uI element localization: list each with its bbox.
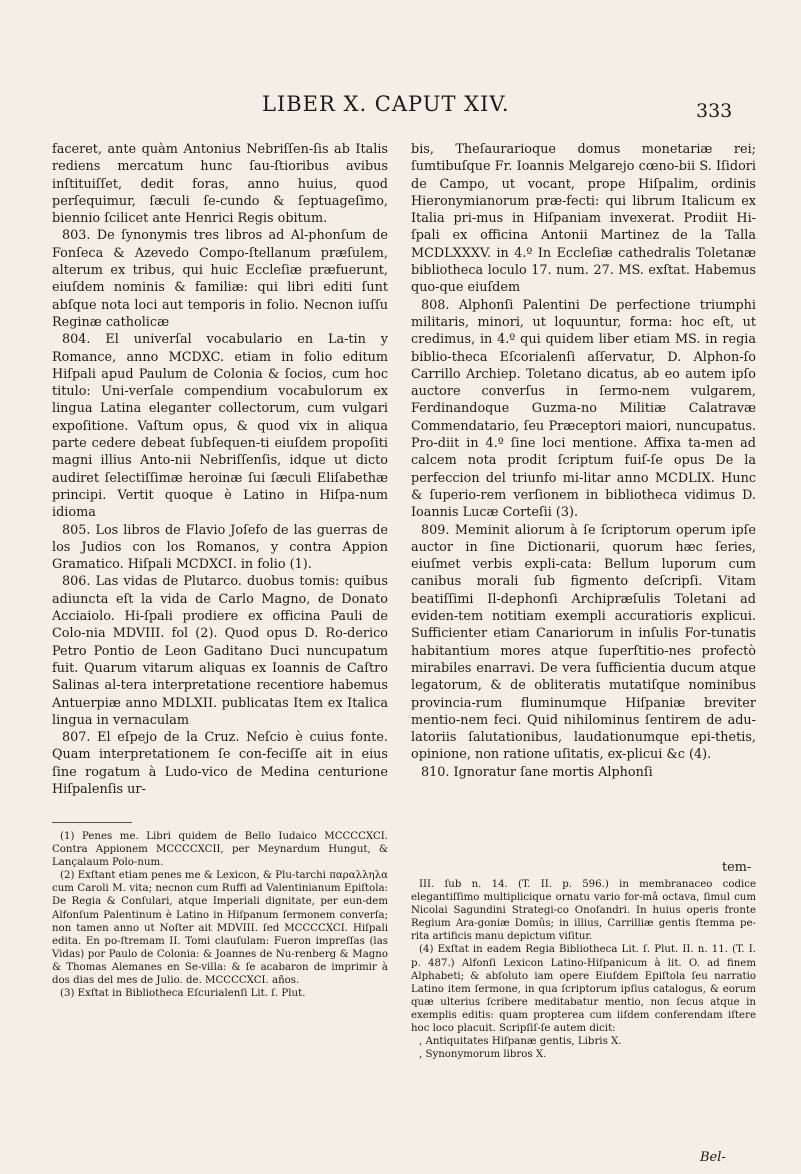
footnote-quote: , Synonymorum libros X. xyxy=(419,1049,547,1061)
footnote-quote: , Antiquitates Hiſpanæ gentis, Libris X. xyxy=(419,1036,622,1048)
catchword: tem- xyxy=(722,860,752,875)
paragraph: bis, Theſaurarioque domus monetariæ rei; ſumtibuſque Fr. Ioannis Melgarejo cœno-bii S. Iſidori de Campo, ut vocant, prope Hiſpalim, ordinis Hieronymianorum præ-fecti: qui librum Italicum ex Italia pri-mus in Hiſpaniam invexerat. Prodiit Hi-ſpali ex officina Antonii Martinez de la Talla MCDLXXXV. in 4.º In Eccleſiæ cathedralis Toletanæ bibliotheca loculo 17. num. 27. MS. exſtat. Habemus quo-que eiuſdem xyxy=(411,142,756,296)
footnotes-left xyxy=(52,830,388,1000)
entry-805: 805. Los libros de Flavio Joſefo de las guerras de los Judios con los Romanos, y contra Appion Gramatico. Hiſpali MCDXCI. in folio (1). xyxy=(52,522,388,573)
catchword-bottom: Bel- xyxy=(700,1150,726,1165)
entry-804: 804. El univerſal vocabulario en La-tin y Romance, anno MCDXC. etiam in folio editum Hiſpali apud Paulum de Colonia & ſocios, cum hoc titulo: Uni-verſale compendium vocabulorum ex lingua Latina eleganter collectorum, cum vulgari expoſitione. Vaſtum opus, & quod vix in aliqua parte cedere debeat ſubſequen-ti eiuſdem propoſiti magni illius Anto-nii Nebriſſenſis, idque ut dicto audiret ſelectiſſimæ heroinæ ſui ſæculi Eliſabethæ principi. Vertit quoque è Latino in Hiſpa-num idioma xyxy=(52,332,388,521)
right-column xyxy=(411,141,756,781)
entry-803: 803. De ſynonymis tres libros ad Al-phonſum de Fonſeca & Azevedo Compo-ſtellanum præſulem, alterum ex tribus, qui huic Eccleſiæ præfuerunt, eiuſdem nominis & familiæ: qui libri editi ſunt abſque nota loci aut temporis in folio. Necnon iuſſu Reginæ catholicæ xyxy=(52,228,388,330)
footnote: (1) Penes me. Libri quidem de Bello Iudaico MCCCCXCI. Contra Appionem MCCCCXCII, per Meynardum Hungut, & Lançalaum Polo-num. xyxy=(52,831,388,869)
page-number: 333 xyxy=(696,100,733,122)
entry-810: 810. Ignoratur ſane mortis Alphonſi xyxy=(421,764,653,780)
left-column xyxy=(52,141,388,798)
footnote: (3) Exſtat in Bibliotheca Eſcurialenſi Lit. ſ. Plut. xyxy=(60,988,306,1000)
entry-808: 808. Alphonſi Palentini De perfectione triumphi militaris, minori, ut loquuntur, forma: hoc eſt, ut credimus, in 4.º qui quidem liber etiam MS. in regia biblio-theca Eſcorialenſi aſſervatur, D. Alphon-ſo Carrillo Archiep. Toletano dicatus, ab eo autem ipſo auctore converſus in ſermo-nem vulgarem, Ferdinandoque Guzma-no Militiæ Calatravæ Commendatario, ſeu Præceptori maiori, nuncupatus. Pro-diit in 4.º ſine loci mentione. Affixa ta-men ad calcem nota prodit ſcriptum fuiſ-ſe opus De la perfeccion del triunfo mi-litar anno MCDLIX. Hunc & ſuperio-rem verſionem in bibliotheca vidimus D. Ioannis Lucæ Corteſii (3). xyxy=(411,297,756,521)
footnote: III. ſub n. 14. (T. II. p. 596.) in membranaceo codice elegantiſſimo multiplicique ornatu vario for-mâ octava, ſimul cum Nicolai Sagundini Strategi-co Onoſandri. In huius operis fronte Regium Ara-goniæ Domûs; in illius, Carrilliæ gentis ſtemma pe-rita artificis manu depictum viſitur. xyxy=(411,879,756,943)
footnote: (4) Exſtat in eadem Regia Bibliotheca Lit. ſ. Plut. II. n. 11. (T. I. p. 487.) Alfonſi Lexicon Latino-Hiſpanicum à lit. O. ad finem Alphabeti; & abſoluto iam opere Eiuſdem Epiſtola ſeu narratio Latino item ſermone, in qua ſcriptorum ipſius catalogus, & eorum quæ ulterius ſcribere meditabatur mentio, non ſecus atque in exemplis editis: quam propterea cum iiſdem conferendam iſtere hoc loco placuit. Scripſiſ-ſe autem dicit: xyxy=(411,944,756,1035)
entry-807: 807. El eſpejo de la Cruz. Neſcio è cuius fonte. Quam interpretationem ſe con-feciſſe ait in eius ſine rogatum à Ludo-vico de Medina centurione Hiſpalenſis ur- xyxy=(52,730,388,797)
running-head: LIBER X. CAPUT XIV. xyxy=(262,92,510,116)
footnote: (2) Exſtant etiam penes me & Lexicon, & Plu-tarchi παραλληλα cum Caroli M. vita; necnon cum Ruffi ad Valentinianum Epiſtola: De Regia & Conſulari, atque Imperiali dignitate, per eun-dem Alfonſum Palentinum è Latino in Hiſpanum ſermonem converſa; non tamen anno ut Noſter ait MDVIII. ſed MCCCCXCI. Hiſpali edita. En po-ſtremam II. Tomi clauſulam: Fueron impreſſas (las Vidas) por Paulo de Colonia: & Joannes de Nu-renberg & Magno & Thomas Alemanes en Se-villa: & ſe acabaron de imprimir à dos dias del mes de Julio. de. MCCCCXCI. años. xyxy=(52,870,388,987)
footnotes-right xyxy=(411,878,756,1061)
entry-806: 806. Las vidas de Plutarco. duobus tomis: quibus adiuncta eſt la vida de Carlo Magno, de Donato Acciaiolo. Hi-ſpali prodiere ex officina Pauli de Colo-nia MDVIII. fol (2). Quod opus D. Ro-derico Petro Pontio de Leon Gaditano Duci nuncupatum fuit. Quarum vitarum aliquas ex Ioannis de Caſtro Salinas al-tera interpretatione recentiore habemus Antuerpiæ anno MDLXII. publicatas Item ex Italica lingua in vernaculam xyxy=(52,574,388,728)
footnote-rule xyxy=(52,822,132,823)
entry-809: 809. Meminit aliorum à ſe ſcriptorum operum ipſe auctor in ſine Dictionarii, quorum hæc ſeries, eiuſmet verbis expli-cata: Bellum luporum cum canibus morali ſub figmento deſcripſi. Vitam beatiſſimi Il-dephonſi Archipræſulis Toletani ad eviden-tem notitiam exempli accuratioris explicui. Sufficienter etiam Canariorum in inſulis For-tunatis habitantium mores atque ſuperſtitio-nes profectò mirabiles enarravi. De vera ſufficientia ducum atque legatorum, & de obliteratis mutatiſque nominibus provincia-rum fluminumque Hiſpaniæ breviter mentio-nem feci. Quid nihilominus ſentirem de adu-latoriis ſalutationibus, laudationumque epi-thetis, opinione, non ratione uſitatis, ex-plicui &c (4). xyxy=(411,522,756,763)
paragraph: faceret, ante quàm Antonius Nebriſſen-ſis ab Italis rediens mercatum hunc ſau-ſtioribus avibus inſtituiſſet, dedit foras, anno huius, quod perſequimur, ſæculi ſe-cundo & ſeptuageſimo, biennio ſcilicet ante Henrici Regis obitum. xyxy=(52,142,388,227)
